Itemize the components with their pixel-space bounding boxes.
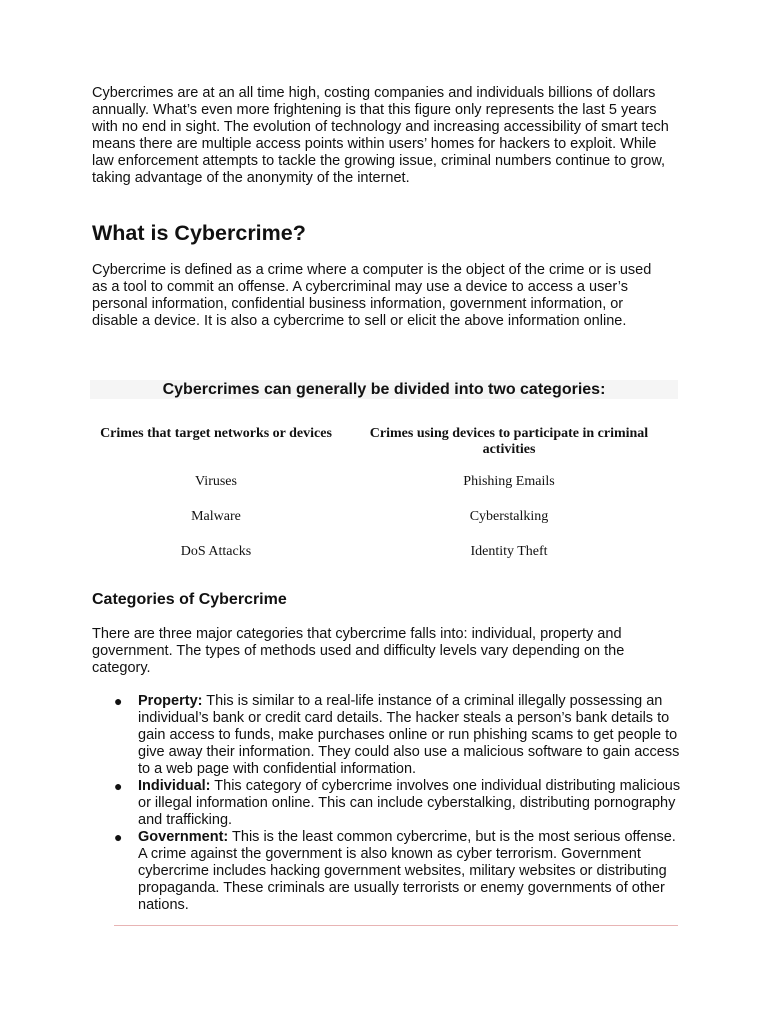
- table-column-devices: [350, 426, 668, 579]
- list-item-property: [92, 693, 682, 778]
- intro-paragraph: Cybercrimes are at an all time high, costing companies and individuals billions of dollars annually. What’s even more frightening is that this figure only represents the last 5 years with no end in sight. The evolution of technology and increasing accessibility of smart tech means there are multiple access points within users’ homes for hackers to exploit. While law enforcement attempts to tackle the growing issue, criminal numbers continue to grow, taking advantage of the anonymity of the internet.: [92, 85, 669, 186]
- table-caption: Cybercrimes can generally be divided into two categories:: [90, 380, 678, 399]
- footer-divider: [114, 925, 678, 926]
- bullet-icon: ●: [114, 778, 123, 794]
- table-cell: Viruses: [195, 474, 237, 489]
- bullet-icon: ●: [114, 829, 123, 845]
- table-header: Crimes that target networks or devices: [100, 426, 332, 441]
- categories-heading: Categories of Cybercrime: [92, 591, 287, 608]
- list-item-text: This is similar to a real-life instance of a criminal illegally possessing an individual’s bank or credit card details. The hacker steals a person’s bank details to gain access to funds, make purchases online or run phishing scams to get people to give away their information. They could also use a malicious software to gain access to a web page with confidential information.: [138, 693, 680, 777]
- table-column-networks: [92, 426, 340, 579]
- table-cell: Phishing Emails: [463, 474, 555, 489]
- categories-intro-paragraph: There are three major categories that cybercrime falls into: individual, property and government. The types of methods used and difficulty levels vary depending on the category.: [92, 626, 625, 676]
- list-item-government: [92, 829, 682, 914]
- table-cell: DoS Attacks: [180, 544, 252, 559]
- table-cell: Malware: [191, 509, 241, 524]
- table-cell: Identity Theft: [470, 544, 548, 559]
- list-item-term: Property:: [138, 693, 203, 709]
- definition-paragraph: Cybercrime is defined as a crime where a computer is the object of the crime or is used as a tool to commit an offense. A cybercriminal may use a device to access a user’s personal information, confidential business information, government information, or disable a device. It is also a cybercrime to sell or elicit the above information online.: [92, 262, 652, 329]
- categories-list: [92, 693, 682, 914]
- table-header: Crimes using devices to participate in criminal activities: [369, 426, 649, 457]
- list-item-term: Government:: [138, 829, 229, 845]
- bullet-icon: ●: [114, 693, 123, 709]
- list-item-term: Individual:: [138, 778, 211, 794]
- table-cell: Cyberstalking: [469, 509, 549, 524]
- list-item-individual: [92, 778, 682, 829]
- list-item-text: This category of cybercrime involves one individual distributing malicious or illegal information online. This can include cyberstalking, distributing pornography and trafficking.: [138, 778, 681, 828]
- what-is-cybercrime-heading: What is Cybercrime?: [92, 221, 306, 245]
- list-item-text: This is the least common cybercrime, but is the most serious offense. A crime against the government is also known as cyber terrorism. Government cybercrime includes hacking government websites, military websites or distributing propaganda. These criminals are usually terrorists or enemy governments of other nations.: [138, 829, 676, 913]
